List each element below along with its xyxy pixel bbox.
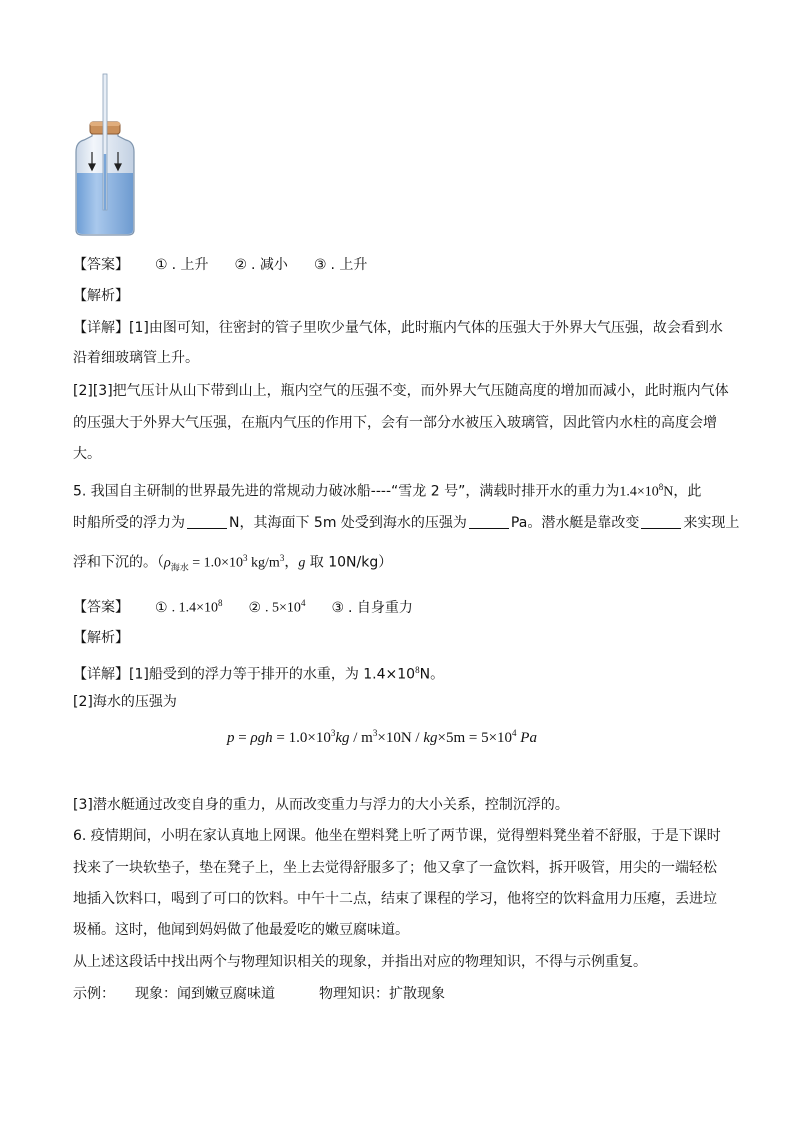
q5-detail-line: 【详解】[1]船受到的浮力等于排开的水重，为 $1.4\times 10^8N$。 [73, 665, 445, 683]
q6-example-line [73, 984, 445, 1004]
analysis-tag: 【解析】 [73, 630, 129, 646]
q5-answer-2: ② . $5\times 10^4$ [248, 598, 306, 616]
q4-answer-2: ② . 减小 [234, 257, 288, 273]
q4-detail-line: 的压强大于外界大气压强，在瓶内气压的作用下，会有一部分水被压入玻璃管，因此管内水柱的高度会增 [73, 415, 717, 431]
q5-question-line: 5. 我国自主研制的世界最先进的常规动力破冰船----“雪龙 2 号”，满载时排开水的重力为$1.4\times 10^8N$，此 [73, 482, 702, 500]
q4-detail-line: 沿着细玻璃管上升。 [73, 350, 199, 366]
tube-water [104, 154, 106, 210]
example-knowledge: 物理知识：扩散现象 [319, 986, 445, 1002]
q5-detail-line: [2]海水的压强为 [73, 694, 177, 710]
example-phenomenon: 现象：闻到嫩豆腐味道 [135, 986, 275, 1002]
q5-question-line: 时船所受的浮力为 N，其海面下 5m 处受到海水的压强为 Pa。潜水艇是靠改变 来实现上 [73, 515, 740, 531]
q4-detail-line: 大。 [73, 446, 101, 462]
q5-answer-3: ③ . 自身重力 [331, 599, 413, 616]
q5-answer-1: ① . $1.4\times 10^8$ [155, 598, 223, 616]
answer-tag: 【答案】 [73, 257, 129, 273]
q6-question-line: 从上述这段话中找出两个与物理知识相关的现象，并指出对应的物理知识，不得与示例重复。 [73, 954, 647, 970]
q4-answer-1: ① . 上升 [155, 257, 209, 273]
q5-detail-line: [3]潜水艇通过改变自身的重力，从而改变重力与浮力的大小关系，控制沉浮的。 [73, 797, 569, 813]
q4-answer-line [73, 255, 367, 275]
analysis-tag: 【解析】 [73, 288, 129, 304]
q6-question-line: 找来了一块软垫子，垫在凳子上，坐上去觉得舒服多了；他又拿了一盒饮料，拆开吸管，用尖的一端轻松 [73, 860, 717, 876]
q6-question-line: 地插入饮料口，喝到了可口的饮料。中午十二点，结束了课程的学习，他将空的饮料盒用力压瘪，丢进垃 [73, 891, 717, 907]
q4-detail-line: 【详解】[1]由图可知，往密封的管子里吹少量气体，此时瓶内气体的压强大于外界大气压强，故会看到水 [73, 320, 723, 336]
example-label: 示例： [73, 986, 115, 1002]
answer-blank [469, 514, 509, 529]
answer-blank [641, 514, 681, 529]
q6-question-line: 6. 疫情期间，小明在家认真地上网课。他坐在塑料凳上听了两节课，觉得塑料凳坐着不舒服，于是下课时 [73, 828, 721, 844]
q4-detail-line: [2][3]把气压计从山下带到山上，瓶内空气的压强不变，而外界大气压随高度的增加而减小，此时瓶内气体 [73, 383, 729, 399]
answer-tag: 【答案】 [73, 599, 129, 616]
q6-question-line: 圾桶。这时，他闻到妈妈做了他最爱吃的嫩豆腐味道。 [73, 922, 409, 938]
q5-question-line: 浮和下沉的。（$\rho_{海水} = 1.0\times 10^3$ $kg/m^3$，g 取 10N/kg） [73, 553, 393, 574]
pressure-formula: $p = \rho gh = 1.0\times 10^3kg / m^3\times 10N / kg\times 5m = 5\times 10^4$ Pa [227, 728, 537, 746]
q4-answer-3: ③ . 上升 [313, 257, 368, 273]
bottle-figure [70, 72, 140, 238]
answer-blank [187, 514, 227, 529]
q5-answer-line [73, 593, 413, 619]
